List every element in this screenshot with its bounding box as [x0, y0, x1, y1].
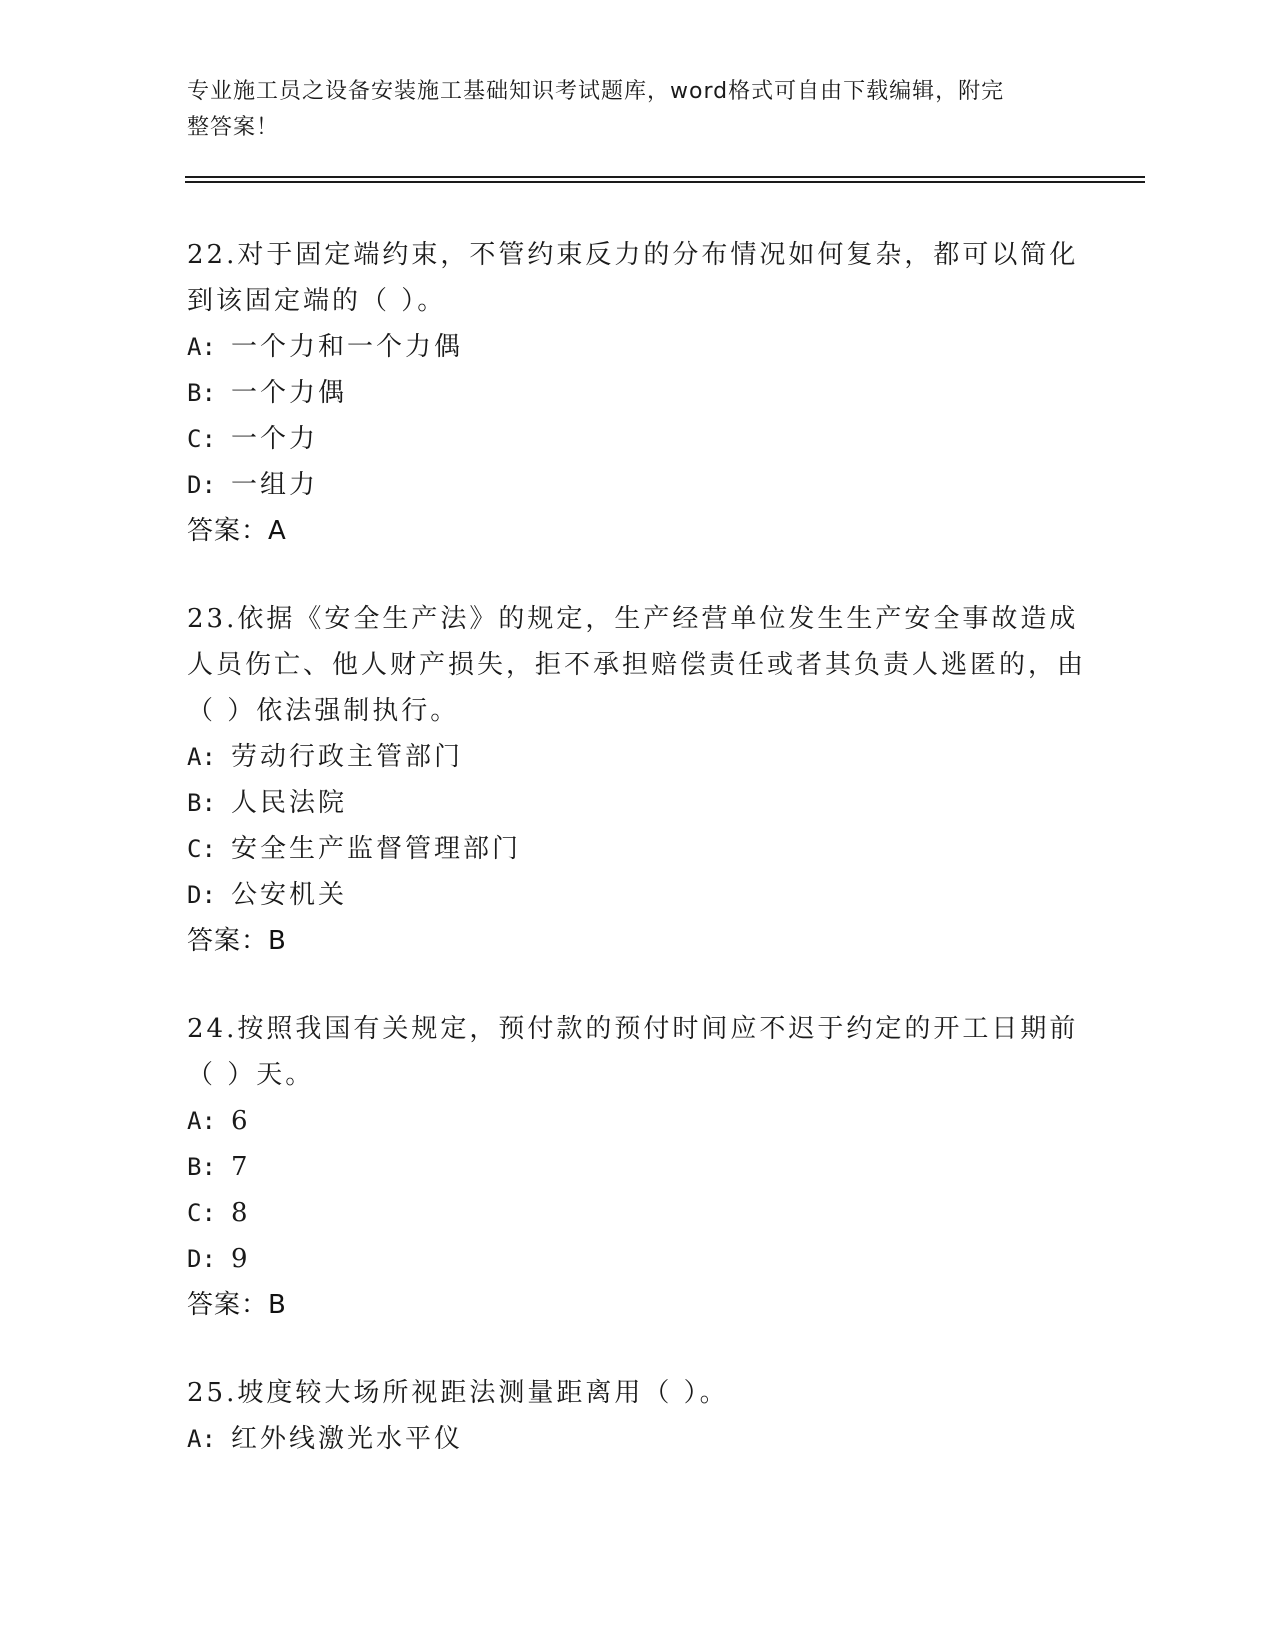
option-text: 安全生产监督管理部门 — [231, 834, 522, 864]
option-text: 7 — [231, 1152, 251, 1182]
question-23 — [187, 596, 1087, 964]
header-title-line-1: 专业施工员之设备安装施工基础知识考试题库，word格式可自由下载编辑，附完 — [187, 79, 1005, 104]
option-b — [187, 1144, 1087, 1190]
option-d — [187, 462, 1087, 508]
question-text: 23.依据《安全生产法》的规定，生产经营单位发生生产安全事故造成人员伤亡、他人财产损失，拒不承担赔偿责任或者其负责人逃匿的，由（ ）依法强制执行。 — [187, 604, 1087, 726]
question-24 — [187, 1006, 1087, 1328]
option-letter: C: — [187, 1199, 216, 1227]
option-text: 一个力偶 — [231, 378, 348, 408]
option-letter: B: — [187, 1153, 216, 1181]
question-text: 25.坡度较大场所视距法测量距离用（ ）。 — [187, 1378, 729, 1408]
option-letter: A: — [187, 333, 216, 361]
option-letter: B: — [187, 379, 216, 407]
option-text: 一组力 — [231, 470, 319, 500]
option-text: 8 — [231, 1198, 251, 1228]
option-a — [187, 1416, 1087, 1462]
answer-line: 答案：A — [187, 516, 287, 546]
question-22 — [187, 232, 1087, 554]
question-25 — [187, 1370, 1087, 1462]
answer-line: 答案：B — [187, 926, 287, 956]
option-text: 9 — [231, 1244, 251, 1274]
option-letter: C: — [187, 835, 216, 863]
option-letter: A: — [187, 1425, 216, 1453]
option-letter: D: — [187, 471, 216, 499]
option-letter: B: — [187, 789, 216, 817]
header-title-line-2: 整答案！ — [187, 115, 280, 140]
option-text: 6 — [231, 1106, 251, 1136]
option-b — [187, 370, 1087, 416]
question-text: 24.按照我国有关规定，预付款的预付时间应不迟于约定的开工日期前（ ）天。 — [187, 1014, 1079, 1090]
option-text: 一个力和一个力偶 — [231, 332, 464, 362]
document-header — [187, 74, 1067, 146]
answer-line: 答案：B — [187, 1290, 287, 1320]
option-c — [187, 826, 1087, 872]
option-letter: C: — [187, 425, 216, 453]
option-b — [187, 780, 1087, 826]
option-text: 人民法院 — [231, 788, 348, 818]
option-a — [187, 734, 1087, 780]
option-letter: A: — [187, 743, 216, 771]
option-letter: D: — [187, 1245, 216, 1273]
header-divider-bottom — [185, 181, 1145, 183]
question-text: 22.对于固定端约束，不管约束反力的分布情况如何复杂，都可以简化到该固定端的（ ）。 — [187, 240, 1079, 316]
option-letter: D: — [187, 881, 216, 909]
option-a — [187, 1098, 1087, 1144]
option-text: 一个力 — [231, 424, 319, 454]
option-c — [187, 416, 1087, 462]
option-text: 劳动行政主管部门 — [231, 742, 464, 772]
option-a — [187, 324, 1087, 370]
option-c — [187, 1190, 1087, 1236]
header-divider-top — [185, 176, 1145, 178]
option-d — [187, 872, 1087, 918]
option-text: 红外线激光水平仪 — [231, 1424, 464, 1454]
option-letter: A: — [187, 1107, 216, 1135]
option-d — [187, 1236, 1087, 1282]
option-text: 公安机关 — [231, 880, 348, 910]
